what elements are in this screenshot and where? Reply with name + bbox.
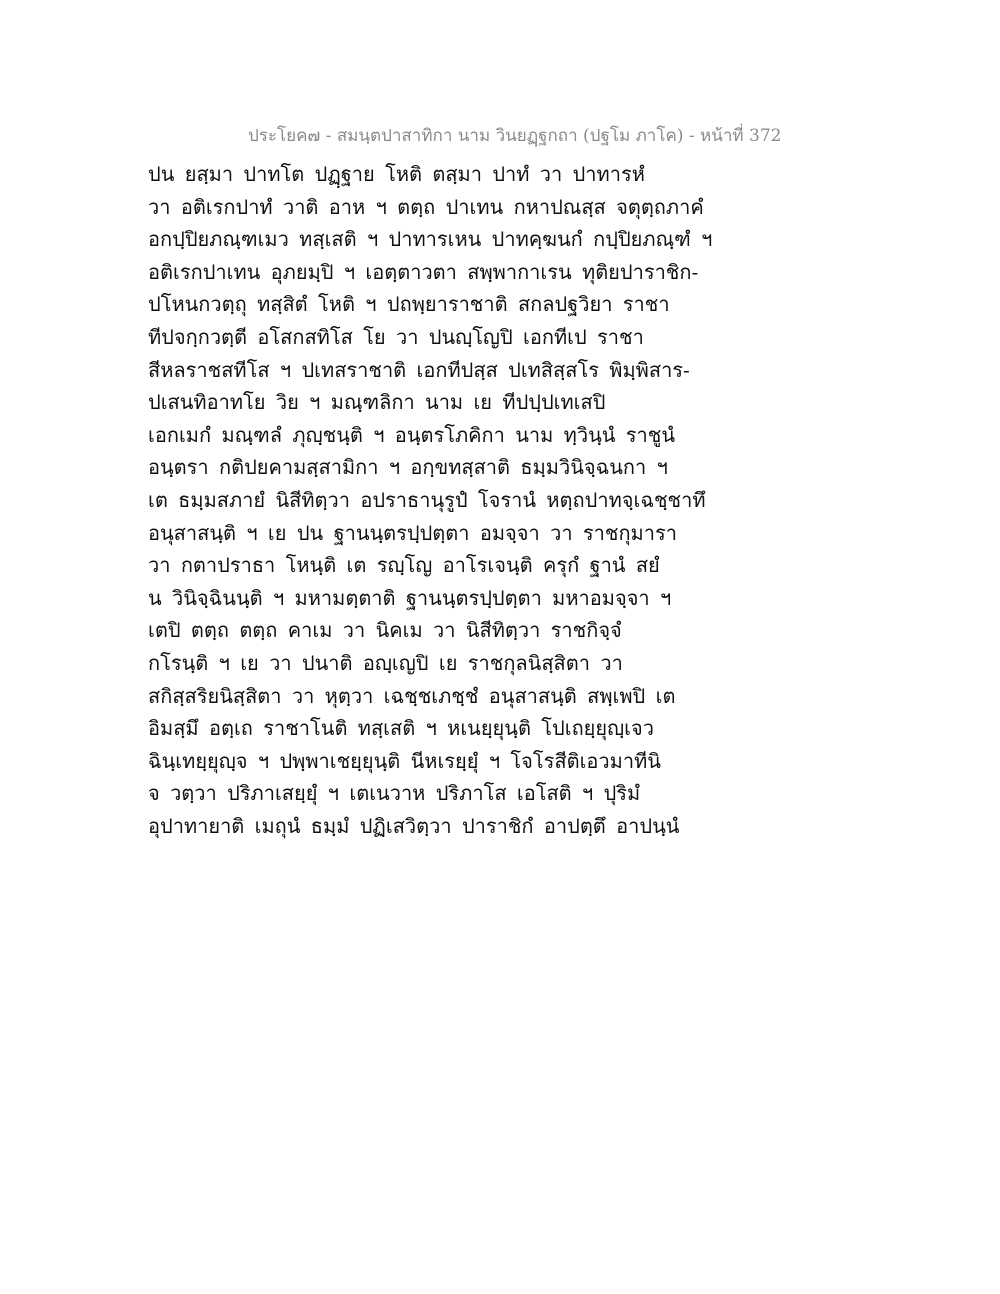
text-line: อนุสาสนฺติ ฯ เย ปน ฐานนฺตรปฺปตฺตา อมจฺจา วา ราชกุมารา bbox=[148, 520, 677, 545]
text-line: สกิสฺสริยนิสฺสิตา วา หุตฺวา เฉชฺชเภชฺชํ อนุสาสนฺติ สพฺเพปิ เต bbox=[148, 683, 676, 708]
running-header: ประโยค๗ - สมนฺตปาสาทิกา นาม วินยฏฺฐกถา (ปฐโม ภาโค) - หน้าที่ 372 bbox=[248, 126, 782, 146]
text-line: จ วตฺวา ปริภาเสยฺยุํ ฯ เตเนวาห ปริภาโส เอโสติ ฯ ปุริมํ bbox=[148, 781, 641, 806]
text-line: เอกเมกํ มณฺฑลํ ภุญฺชนฺติ ฯ อนฺตรโภคิกา นาม ทฺวินฺนํ ราชูนํ bbox=[148, 422, 675, 447]
text-line: ฉินฺเทยฺยุญฺจ ฯ ปพฺพาเชยฺยุนฺติ นีหเรยฺยุํ ฯ โจโรสีติเอวมาทีนิ bbox=[148, 748, 661, 773]
text-line: ปน ยสฺมา ปาทโต ปฏฺฐาย โหติ ตสฺมา ปาทํ วา ปาทารหํ bbox=[148, 162, 645, 186]
body-text bbox=[148, 158, 748, 842]
text-line: อนฺตรา กติปยคามสฺสามิกา ฯ อกฺขทสฺสาติ ธมฺมวินิจฺฉนกา ฯ bbox=[148, 455, 668, 480]
text-line: อติเรกปาเทน อุภยมฺปิ ฯ เอตฺตาวตา สพฺพากาเรน ทุติยปาราชิก- bbox=[148, 259, 699, 284]
text-line: ทีปจกฺกวตฺตี อโสกสทิโส โย วา ปนญฺโญปิ เอกทีเป ราชา bbox=[148, 324, 644, 349]
text-line: อกปฺปิยภณฺฑเมว ทสฺเสติ ฯ ปาทารเหน ปาทคฺฆนกํ กปฺปิยภณฺฑํ ฯ bbox=[148, 227, 713, 252]
text-line: น วินิจฺฉินนฺติ ฯ มหามตฺตาติ ฐานนฺตรปฺปตฺตา มหาอมจฺจา ฯ bbox=[148, 585, 672, 610]
text-line: เตปิ ตตฺถ ตตฺถ คาเม วา นิคเม วา นิสีทิตฺวา ราชกิจฺจํ bbox=[148, 618, 622, 643]
text-line: วา กตาปราธา โหนฺติ เต รญฺโญ อาโรเจนฺติ ครุกํ ฐานํ สยํ bbox=[148, 553, 660, 578]
text-line: อุปาทายาติ เมถุนํ ธมฺมํ ปฏิเสวิตฺวา ปาราชิกํ อาปตฺตึ อาปนฺนํ bbox=[148, 813, 680, 838]
text-line: กโรนฺติ ฯ เย วา ปนาติ อญฺเญปิ เย ราชกุลนิสฺสิตา วา bbox=[148, 650, 623, 675]
text-line: วา อติเรกปาทํ วาติ อาห ฯ ตตฺถ ปาเทน กหาปณสฺส จตุตฺถภาคํ bbox=[148, 194, 704, 219]
text-line: ปโหนกวตฺถุ ทสฺสิตํ โหติ ฯ ปถพฺยาราชาติ สกลปฐวิยา ราชา bbox=[148, 292, 670, 317]
text-line: สีหลราชสทีโส ฯ ปเทสราชาติ เอกทีปสฺส ปเทสิสฺสโร พิมฺพิสาร- bbox=[148, 357, 690, 382]
text-line: อิมสฺมึ อตฺเถ ราชาโนติ ทสฺเสติ ฯ หเนยฺยุนฺติ โปเถยฺยุญฺเจว bbox=[148, 716, 654, 741]
text-line: ปเสนทิอาทโย วิย ฯ มณฺฑลิกา นาม เย ทีปปฺปเทเสปิ bbox=[148, 390, 606, 415]
text-line: เต ธมฺมสภายํ นิสีทิตฺวา อปราธานุรูปํ โจรานํ หตฺถปาทจฺเฉชฺชาทึ bbox=[148, 487, 706, 512]
